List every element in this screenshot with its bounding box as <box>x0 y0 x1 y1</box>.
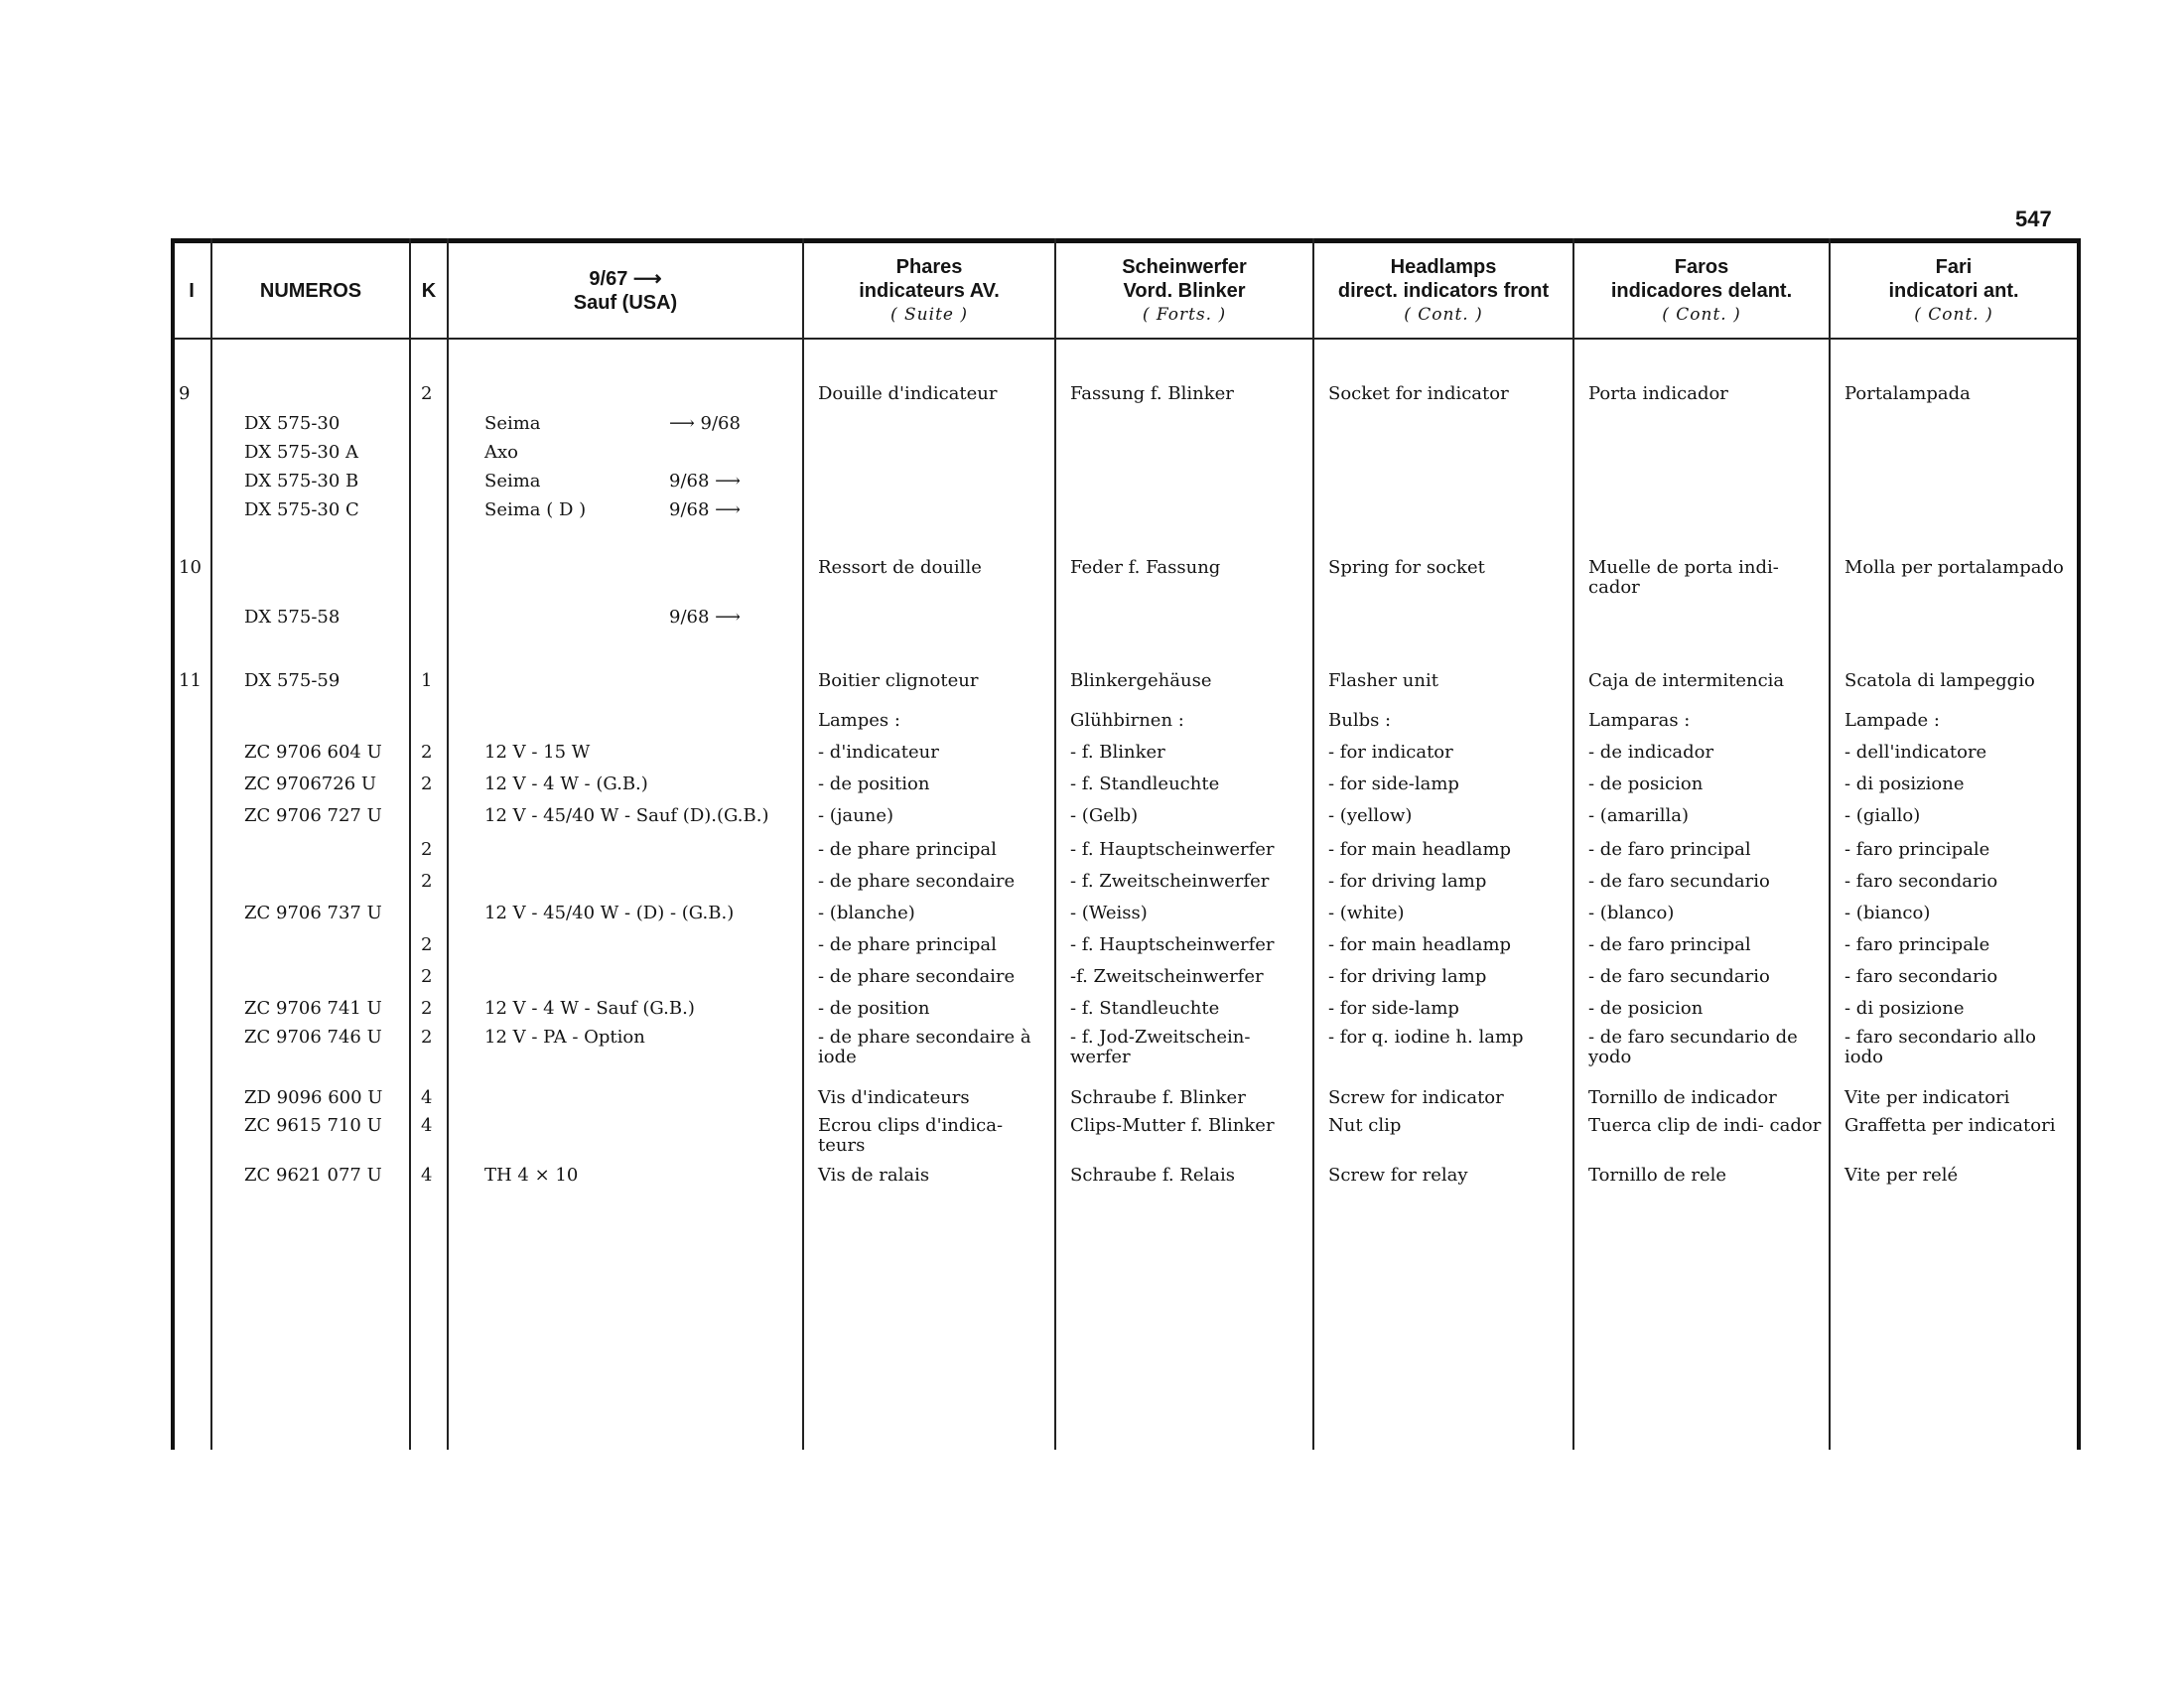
cell-model-r: 9/68 ⟶ <box>669 607 741 628</box>
cell-idx: 11 <box>179 670 202 691</box>
cell-model: 12 V - PA - Option <box>484 1027 645 1048</box>
cell-model-r: 9/68 ⟶ <box>669 471 741 492</box>
cell-k: 2 <box>421 966 433 987</box>
parts-table <box>171 238 2081 1450</box>
cell-k: 2 <box>421 742 433 763</box>
cell-en: - (white) <box>1328 903 1405 923</box>
column-divider <box>409 238 411 1450</box>
cell-k: 2 <box>421 871 433 892</box>
cell-fr: Lampes : <box>818 710 900 731</box>
cell-en: Spring for socket <box>1328 557 1485 578</box>
cell-de: Clips-Mutter f. Blinker <box>1070 1115 1275 1136</box>
cell-en: - for main headlamp <box>1328 934 1512 955</box>
column-divider <box>2077 238 2081 1450</box>
cell-fr: - de phare principal <box>818 839 997 860</box>
cell-fr: - de position <box>818 774 930 794</box>
cell-idx: 9 <box>179 383 191 404</box>
cell-es: Muelle de porta indi- cador <box>1588 557 1779 598</box>
cell-en: Screw for indicator <box>1328 1087 1504 1108</box>
cell-idx: 10 <box>179 557 202 578</box>
cell-num: DX 575-58 <box>244 607 341 628</box>
cell-model: Axo <box>484 442 518 463</box>
cell-es: - (blanco) <box>1588 903 1675 923</box>
header-italian: Fari indicatori ant. ( Cont. ) <box>1888 256 2019 325</box>
cell-de: - (Gelb) <box>1070 805 1139 826</box>
cell-es: - de faro principal <box>1588 934 1751 955</box>
cell-it: - faro secondario <box>1844 871 1998 892</box>
table-top-rule <box>171 238 2081 243</box>
cell-en: - for side-lamp <box>1328 774 1459 794</box>
cell-model: 12 V - 45/40 W - Sauf (D).(G.B.) <box>484 805 769 826</box>
cell-num: DX 575-30 B <box>244 471 359 492</box>
cell-fr: - de phare secondaire à iode <box>818 1027 1031 1067</box>
cell-num: ZC 9706 727 U <box>244 805 382 826</box>
cell-model-r: ⟶ 9/68 <box>669 413 741 434</box>
column-divider <box>1054 238 1056 1450</box>
cell-k: 4 <box>421 1115 433 1136</box>
cell-fr: Ressort de douille <box>818 557 982 578</box>
cell-de: Feder f. Fassung <box>1070 557 1221 578</box>
cell-es: Tornillo de indicador <box>1588 1087 1777 1108</box>
cell-it: Vite per relé <box>1844 1165 1959 1186</box>
cell-num: ZC 9706 746 U <box>244 1027 382 1048</box>
cell-fr: - (blanche) <box>818 903 915 923</box>
header-model-line1: 9/67 ⟶ <box>589 268 662 290</box>
cell-it: Portalampada <box>1844 383 1971 404</box>
cell-fr: - d'indicateur <box>818 742 939 763</box>
cell-de: Glühbirnen : <box>1070 710 1184 731</box>
cell-model: Seima <box>484 413 541 434</box>
cell-num: ZC 9706 741 U <box>244 998 382 1019</box>
cell-it: - faro principale <box>1844 839 1990 860</box>
header-model-line2: Sauf (USA) <box>573 292 678 314</box>
cell-fr: Ecrou clips d'indica- teurs <box>818 1115 1004 1156</box>
column-divider <box>447 238 449 1450</box>
cell-it: Molla per portalampado <box>1844 557 2064 578</box>
cell-de: Schraube f. Relais <box>1070 1165 1235 1186</box>
cell-de: - f. Blinker <box>1070 742 1165 763</box>
cell-model: TH 4 × 10 <box>484 1165 579 1186</box>
cell-model: Seima <box>484 471 541 492</box>
cell-es: - (amarilla) <box>1588 805 1689 826</box>
cell-model-r: 9/68 ⟶ <box>669 499 741 520</box>
cell-model: 12 V - 15 W <box>484 742 591 763</box>
cell-es: Lamparas : <box>1588 710 1691 731</box>
cell-es: - de faro secundario de yodo <box>1588 1027 1798 1067</box>
cell-en: - for side-lamp <box>1328 998 1459 1019</box>
cell-it: - faro principale <box>1844 934 1990 955</box>
cell-k: 2 <box>421 934 433 955</box>
cell-model: 12 V - 4 W - (G.B.) <box>484 774 648 794</box>
cell-en: - for driving lamp <box>1328 966 1487 987</box>
cell-k: 4 <box>421 1165 433 1186</box>
cell-de: - f. Hauptscheinwerfer <box>1070 934 1275 955</box>
cell-num: ZC 9621 077 U <box>244 1165 382 1186</box>
cell-num: DX 575-59 <box>244 670 341 691</box>
page-number: 547 <box>2015 207 2052 231</box>
cell-en: Nut clip <box>1328 1115 1402 1136</box>
cell-it: - (bianco) <box>1844 903 1931 923</box>
cell-it: - dell'indicatore <box>1844 742 1987 763</box>
cell-es: Tuerca clip de indi- cador <box>1588 1115 1822 1136</box>
cell-es: - de posicion <box>1588 774 1704 794</box>
cell-it: - faro secondario <box>1844 966 1998 987</box>
cell-de: - f. Standleuchte <box>1070 774 1220 794</box>
cell-num: DX 575-30 A <box>244 442 359 463</box>
cell-es: - de indicador <box>1588 742 1714 763</box>
column-divider <box>1829 238 1831 1450</box>
cell-it: Vite per indicatori <box>1844 1087 2010 1108</box>
cell-it: Lampade : <box>1844 710 1940 731</box>
column-divider <box>1572 238 1574 1450</box>
cell-en: - for main headlamp <box>1328 839 1512 860</box>
header-k: K <box>421 280 437 302</box>
header-numeros: NUMEROS <box>259 280 362 302</box>
cell-es: Caja de intermitencia <box>1588 670 1785 691</box>
cell-num: ZD 9096 600 U <box>244 1087 383 1108</box>
column-divider <box>210 238 212 1450</box>
cell-es: - de faro principal <box>1588 839 1751 860</box>
cell-fr: - de phare secondaire <box>818 966 1016 987</box>
cell-num: ZC 9706 604 U <box>244 742 382 763</box>
header-french: Phares indicateurs AV. ( Suite ) <box>859 256 1000 325</box>
header-divider <box>171 338 2081 340</box>
cell-num: DX 575-30 C <box>244 499 359 520</box>
cell-de: - f. Standleuchte <box>1070 998 1220 1019</box>
cell-model: 12 V - 4 W - Sauf (G.B.) <box>484 998 695 1019</box>
cell-fr: - de phare secondaire <box>818 871 1016 892</box>
cell-it: Scatola di lampeggio <box>1844 670 2035 691</box>
cell-fr: Vis d'indicateurs <box>818 1087 970 1108</box>
cell-fr: Douille d'indicateur <box>818 383 998 404</box>
cell-de: Fassung f. Blinker <box>1070 383 1234 404</box>
cell-k: 2 <box>421 383 433 404</box>
cell-de: Schraube f. Blinker <box>1070 1087 1246 1108</box>
header-english: Headlamps direct. indicators front ( Cont. ) <box>1337 256 1550 325</box>
header-index: I <box>189 280 195 302</box>
cell-es: Tornillo de rele <box>1588 1165 1727 1186</box>
cell-de: - (Weiss) <box>1070 903 1148 923</box>
cell-it: - faro secondario allo iodo <box>1844 1027 2037 1067</box>
cell-en: Socket for indicator <box>1328 383 1509 404</box>
cell-de: - f. Jod-Zweitschein- werfer <box>1070 1027 1251 1067</box>
cell-it: - di posizione <box>1844 998 1965 1019</box>
cell-fr: Boitier clignoteur <box>818 670 979 691</box>
cell-num: DX 575-30 <box>244 413 341 434</box>
cell-it: - di posizione <box>1844 774 1965 794</box>
column-divider <box>1312 238 1314 1450</box>
cell-k: 4 <box>421 1087 433 1108</box>
cell-k: 2 <box>421 839 433 860</box>
header-spanish: Faros indicadores delant. ( Cont. ) <box>1610 256 1793 325</box>
cell-k: 1 <box>421 670 433 691</box>
cell-k: 2 <box>421 774 433 794</box>
cell-model: 12 V - 45/40 W - (D) - (G.B.) <box>484 903 735 923</box>
cell-en: Flasher unit <box>1328 670 1438 691</box>
cell-de: - f. Hauptscheinwerfer <box>1070 839 1275 860</box>
cell-es: - de faro secundario <box>1588 871 1770 892</box>
column-divider <box>171 238 175 1450</box>
cell-de: -f. Zweitscheinwerfer <box>1070 966 1264 987</box>
cell-it: - (giallo) <box>1844 805 1921 826</box>
cell-fr: - (jaune) <box>818 805 893 826</box>
cell-en: - for indicator <box>1328 742 1453 763</box>
header-german: Scheinwerfer Vord. Blinker ( Forts. ) <box>1122 256 1247 325</box>
cell-model: Seima ( D ) <box>484 499 587 520</box>
cell-de: - f. Zweitscheinwerfer <box>1070 871 1270 892</box>
cell-k: 2 <box>421 998 433 1019</box>
cell-k: 2 <box>421 1027 433 1048</box>
cell-fr: - de phare principal <box>818 934 997 955</box>
cell-it: Graffetta per indicatori <box>1844 1115 2056 1136</box>
cell-num: ZC 9615 710 U <box>244 1115 382 1136</box>
cell-fr: Vis de ralais <box>818 1165 930 1186</box>
cell-en: Screw for relay <box>1328 1165 1468 1186</box>
cell-es: - de faro secundario <box>1588 966 1770 987</box>
cell-num: ZC 9706726 U <box>244 774 377 794</box>
cell-es: - de posicion <box>1588 998 1704 1019</box>
cell-es: Porta indicador <box>1588 383 1728 404</box>
cell-num: ZC 9706 737 U <box>244 903 382 923</box>
cell-en: Bulbs : <box>1328 710 1392 731</box>
cell-de: Blinkergehäuse <box>1070 670 1212 691</box>
cell-en: - for q. iodine h. lamp <box>1328 1027 1524 1048</box>
cell-fr: - de position <box>818 998 930 1019</box>
header-model <box>449 248 802 334</box>
cell-en: - for driving lamp <box>1328 871 1487 892</box>
cell-en: - (yellow) <box>1328 805 1413 826</box>
column-divider <box>802 238 804 1450</box>
